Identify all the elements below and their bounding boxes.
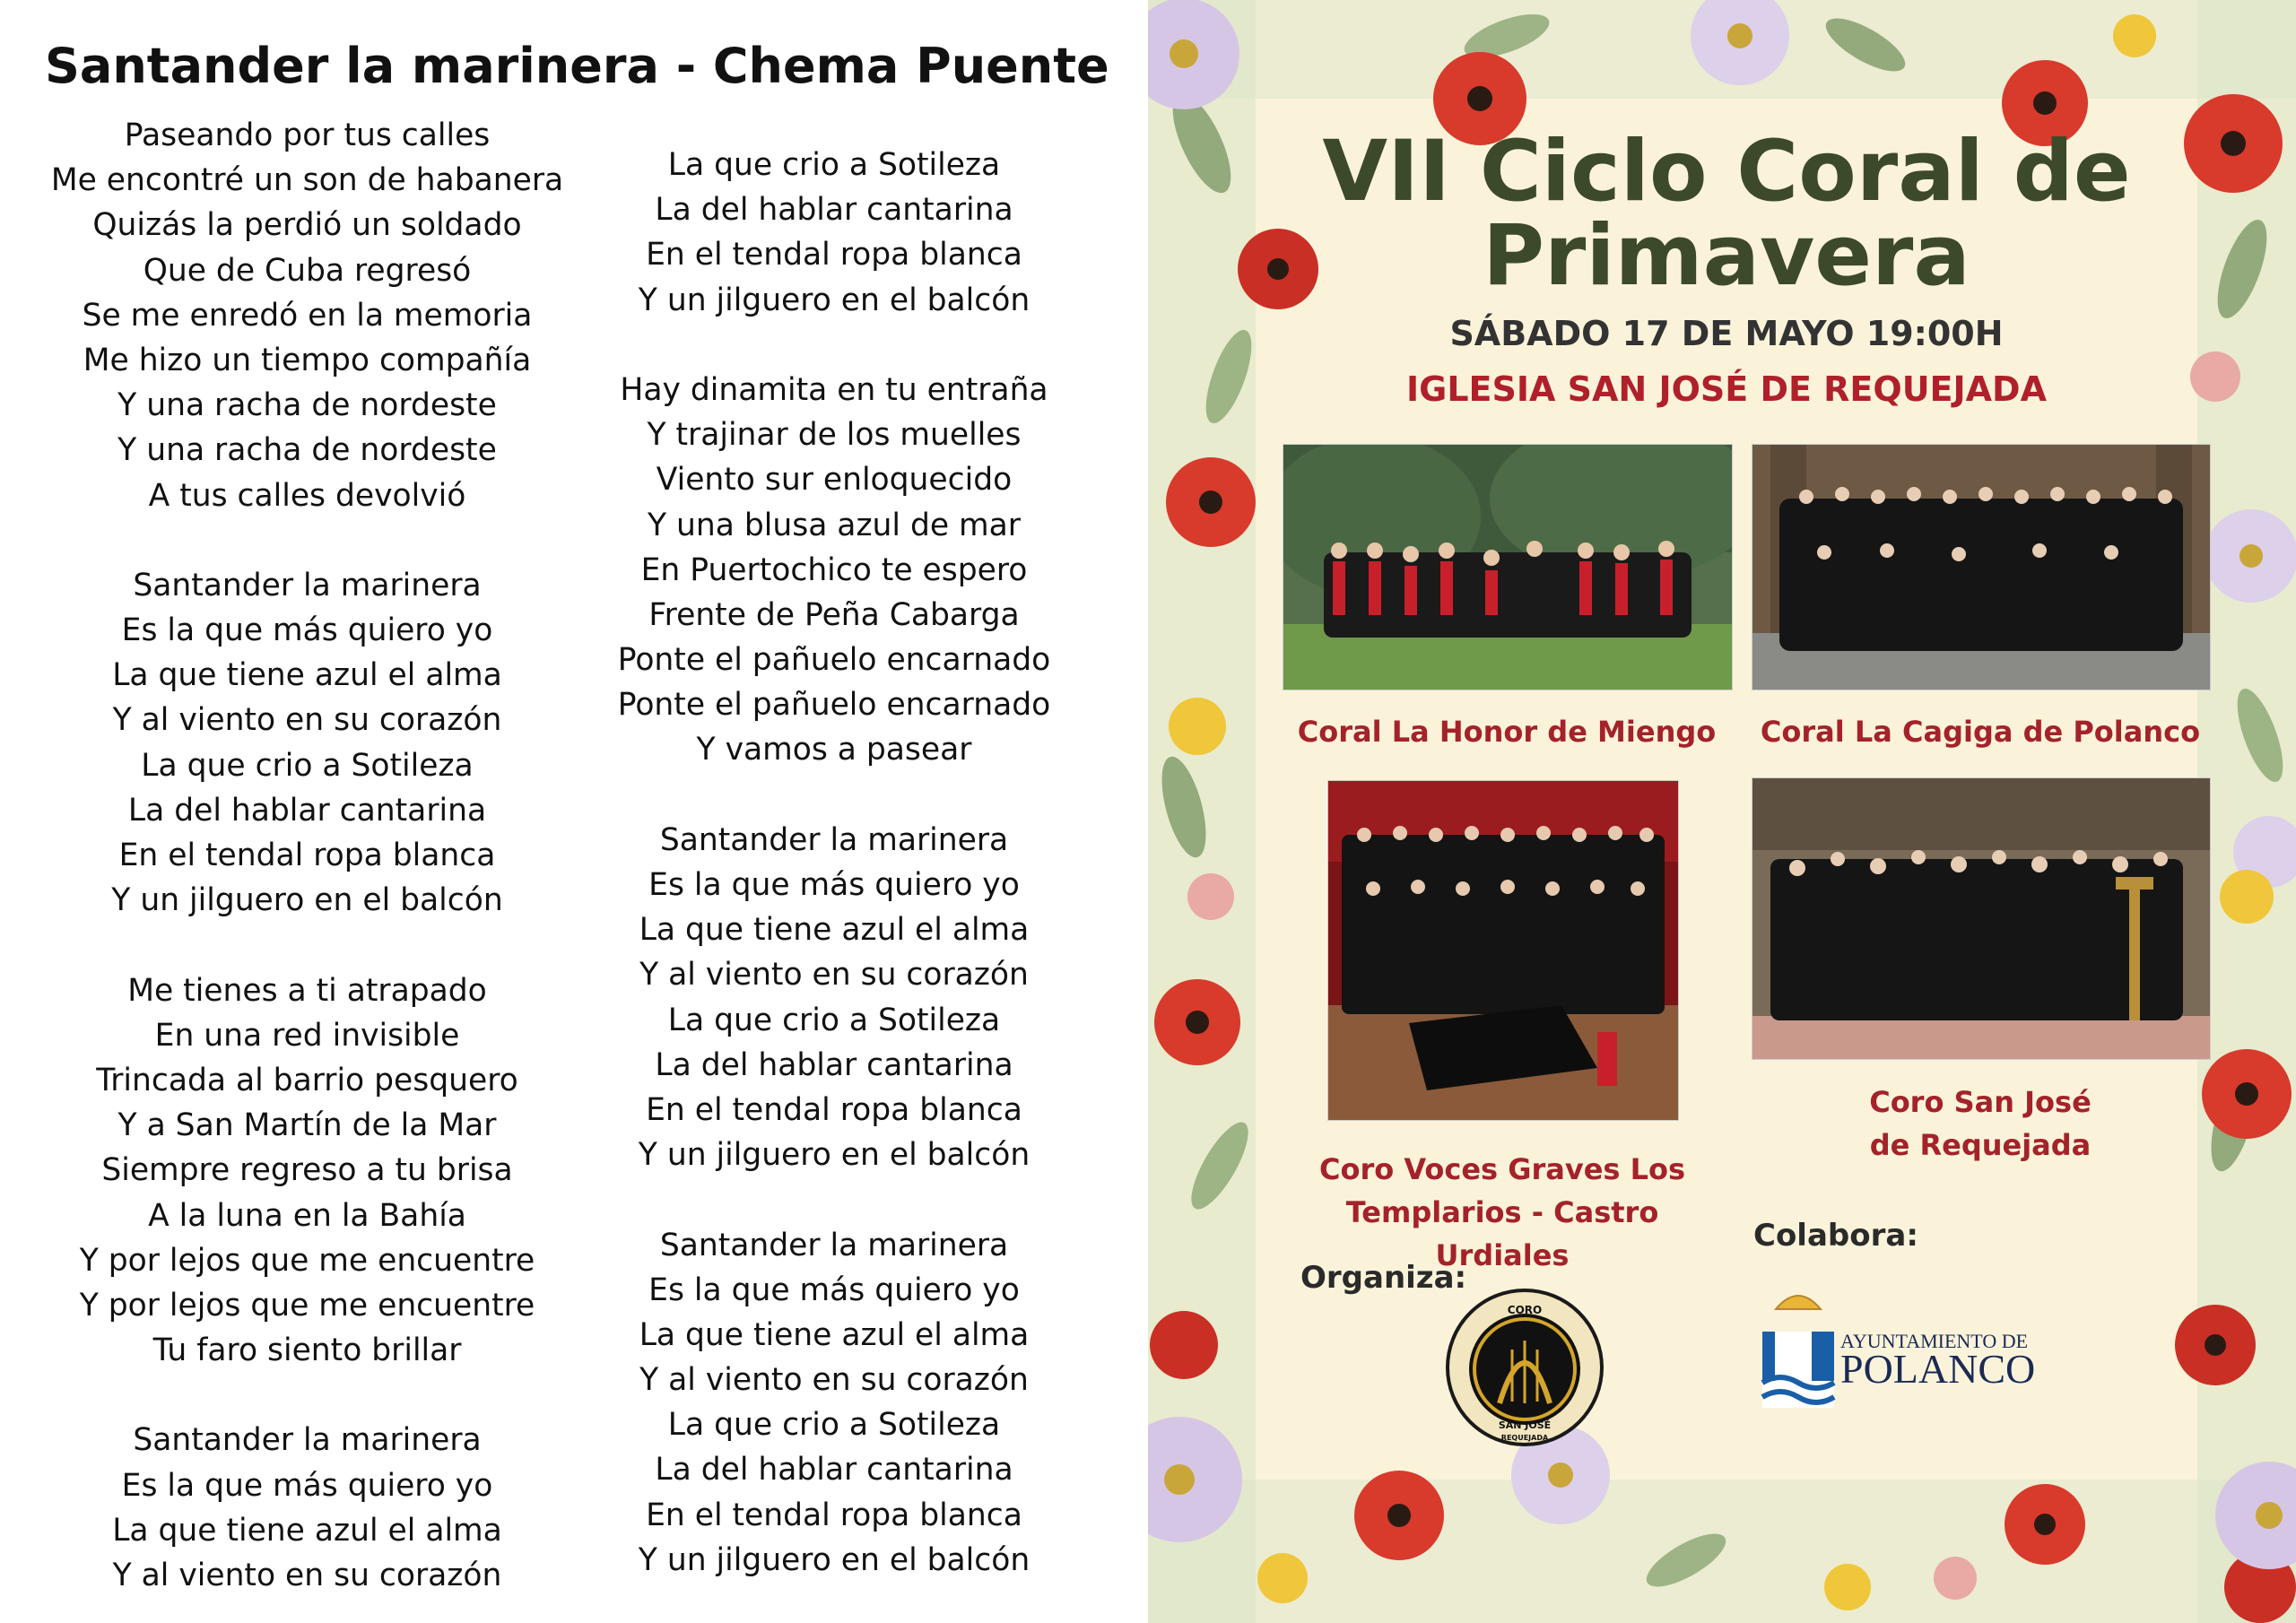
lyric-line: Y una racha de nordeste — [117, 432, 497, 469]
lyric-line: En Puertochico te espero — [640, 551, 1028, 588]
seal-text-bottom1: SAN JOSÉ — [1498, 1419, 1552, 1431]
lyric-line: Y un jilguero en el balcón — [638, 282, 1031, 318]
caption-coro-templarios — [1300, 1148, 1704, 1277]
lyric-line: Siempre regreso a tu brisa — [101, 1152, 513, 1189]
lyric-line: La que crio a Sotileza — [667, 147, 1001, 183]
lyrics-column-right — [592, 143, 1076, 1583]
lyric-line: Y a San Martín de la Mar — [117, 1107, 497, 1144]
lyric-line: Se me enredó en la memoria — [82, 297, 533, 334]
lyric-line: Ponte el pañuelo encarnado — [617, 642, 1051, 679]
lyric-line: A la luna en la Bahía — [148, 1197, 466, 1234]
lyric-line: Es la que más quiero yo — [121, 1467, 493, 1504]
organiza-label: Organiza: — [1300, 1260, 1467, 1296]
lyric-line: Es la que más quiero yo — [648, 1271, 1020, 1308]
stanza-gap — [27, 923, 587, 968]
lyric-line: La del hablar cantarina — [655, 1046, 1013, 1083]
photo-coral-cagiga-polanco — [1752, 444, 2211, 690]
choir-photo-image — [1752, 445, 2210, 690]
lyric-line: Y al viento en su corazón — [639, 957, 1029, 994]
lyric-line: Es la que más quiero yo — [121, 612, 493, 649]
lyric-line: Y al viento en su corazón — [639, 1362, 1029, 1399]
lyric-line: Viento sur enloquecido — [656, 462, 1013, 499]
logo-text-line1: AYUNTAMIENTO DE — [1840, 1330, 2029, 1352]
photo-coro-templarios — [1327, 780, 1679, 1121]
lyric-line: Santander la marinera — [659, 821, 1009, 858]
lyric-line: Y al viento en su corazón — [112, 702, 502, 739]
lyric-line: Paseando por tus calles — [124, 117, 491, 153]
logo-text-line2: POLANCO — [1840, 1346, 2036, 1392]
poster-title — [1148, 123, 2296, 305]
lyric-line: La que crio a Sotileza — [141, 747, 474, 784]
lyric-line: En el tendal ropa blanca — [646, 237, 1022, 273]
poster-title-line2: Primavera — [1483, 207, 1970, 305]
lyric-line: La que tiene azul el alma — [639, 912, 1030, 949]
lyric-line: En el tendal ropa blanca — [646, 1091, 1022, 1128]
ayuntamiento-polanco-logo — [1758, 1282, 2090, 1417]
seal-text-bottom2: REQUEJADA — [1500, 1434, 1549, 1442]
lyric-line: A tus calles devolvió — [148, 477, 466, 514]
coro-san-jose-seal — [1444, 1287, 1605, 1448]
lyric-line: Me hizo un tiempo compañía — [83, 342, 532, 378]
lyric-line: Y por lejos que me encuentre — [79, 1287, 535, 1324]
choir-photo-image — [1328, 781, 1678, 1120]
stanza-gap — [27, 1373, 587, 1418]
lyric-line: La que tiene azul el alma — [639, 1316, 1030, 1353]
lyric-line: En una red invisible — [154, 1017, 460, 1054]
lyric-line: Y una racha de nordeste — [117, 387, 497, 424]
lyric-line: Santander la marinera — [659, 1227, 1009, 1263]
lyric-line: Y un jilguero en el balcón — [638, 1137, 1031, 1174]
event-venue: IGLESIA SAN JOSÉ DE REQUEJADA — [1405, 369, 2048, 409]
lyric-line: Frente de Peña Cabarga — [648, 596, 1020, 633]
lyric-line: Y por lejos que me encuentre — [79, 1242, 535, 1279]
caption-coral-honor-miengo: Coral La Honor de Miengo — [1297, 715, 1717, 749]
poster-title-line1: VII Ciclo Coral de — [1322, 123, 2131, 221]
stanza-gap — [592, 773, 1076, 818]
lyric-line: Y al viento en su corazón — [112, 1558, 502, 1593]
seal-text-top: CORO — [1507, 1304, 1543, 1316]
photo-coro-san-jose — [1752, 777, 2211, 1060]
caption-san-jose-line1: Coro San José — [1869, 1085, 2092, 1119]
caption-templarios-line1: Coro Voces Graves Los — [1318, 1152, 1686, 1186]
lyric-line: Trincada al barrio pesquero — [96, 1062, 518, 1098]
lyric-line: Y un jilguero en el balcón — [638, 1541, 1031, 1578]
caption-templarios-line2: Templarios - Castro Urdiales — [1345, 1195, 1659, 1272]
song-title: Santander la marinera - Chema Puente — [45, 38, 1109, 94]
lyric-line: Es la que más quiero yo — [648, 867, 1020, 903]
lyrics-column-left — [27, 113, 587, 1598]
caption-coro-san-jose — [1752, 1081, 2209, 1167]
concert-poster — [1148, 0, 2296, 1623]
lyric-line: La del hablar cantarina — [655, 192, 1013, 229]
stanza-gap — [592, 323, 1076, 368]
lyric-line: La que crio a Sotileza — [667, 1002, 1001, 1038]
choir-photo-image — [1752, 778, 2210, 1059]
lyric-line: Hay dinamita en tu entraña — [620, 371, 1048, 408]
lyric-line: Tu faro siento brillar — [152, 1332, 462, 1369]
lyric-line: Y una blusa azul de mar — [647, 507, 1021, 543]
lyric-line: Quizás la perdió un soldado — [92, 207, 522, 244]
lyric-line: La que tiene azul el alma — [112, 657, 502, 694]
choir-photo-image — [1283, 445, 1732, 690]
lyric-line: En el tendal ropa blanca — [118, 838, 496, 873]
stanza-gap — [592, 1177, 1076, 1222]
caption-coral-cagiga-polanco: Coral La Cagiga de Polanco — [1760, 715, 2201, 749]
lyric-line: Ponte el pañuelo encarnado — [617, 687, 1051, 724]
lyric-line: En el tendal ropa blanca — [646, 1497, 1022, 1533]
lyric-line: Y un jilguero en el balcón — [111, 882, 503, 919]
lyric-line: Me encontré un son de habanera — [50, 162, 564, 199]
lyric-line: La del hablar cantarina — [655, 1452, 1013, 1488]
lyric-line: La que tiene azul el alma — [112, 1512, 502, 1549]
caption-san-jose-line2: de Requejada — [1869, 1128, 2092, 1162]
lyric-line: Que de Cuba regresó — [143, 252, 472, 289]
stanza-gap — [27, 518, 587, 563]
lyric-line: Santander la marinera — [133, 1422, 482, 1459]
lyric-line: La que crio a Sotileza — [667, 1407, 1001, 1444]
lyric-line: Me tienes a ti atrapado — [127, 972, 487, 1009]
lyric-line: Santander la marinera — [133, 567, 482, 603]
photo-coral-honor-miengo — [1283, 444, 1733, 690]
lyric-line: La del hablar cantarina — [127, 792, 487, 829]
colabora-label: Colabora: — [1753, 1218, 1918, 1254]
lyric-line: Y vamos a pasear — [696, 732, 972, 768]
event-date: SÁBADO 17 DE MAYO 19:00H — [1449, 314, 2004, 353]
lyric-line: Y trajinar de los muelles — [647, 417, 1022, 454]
